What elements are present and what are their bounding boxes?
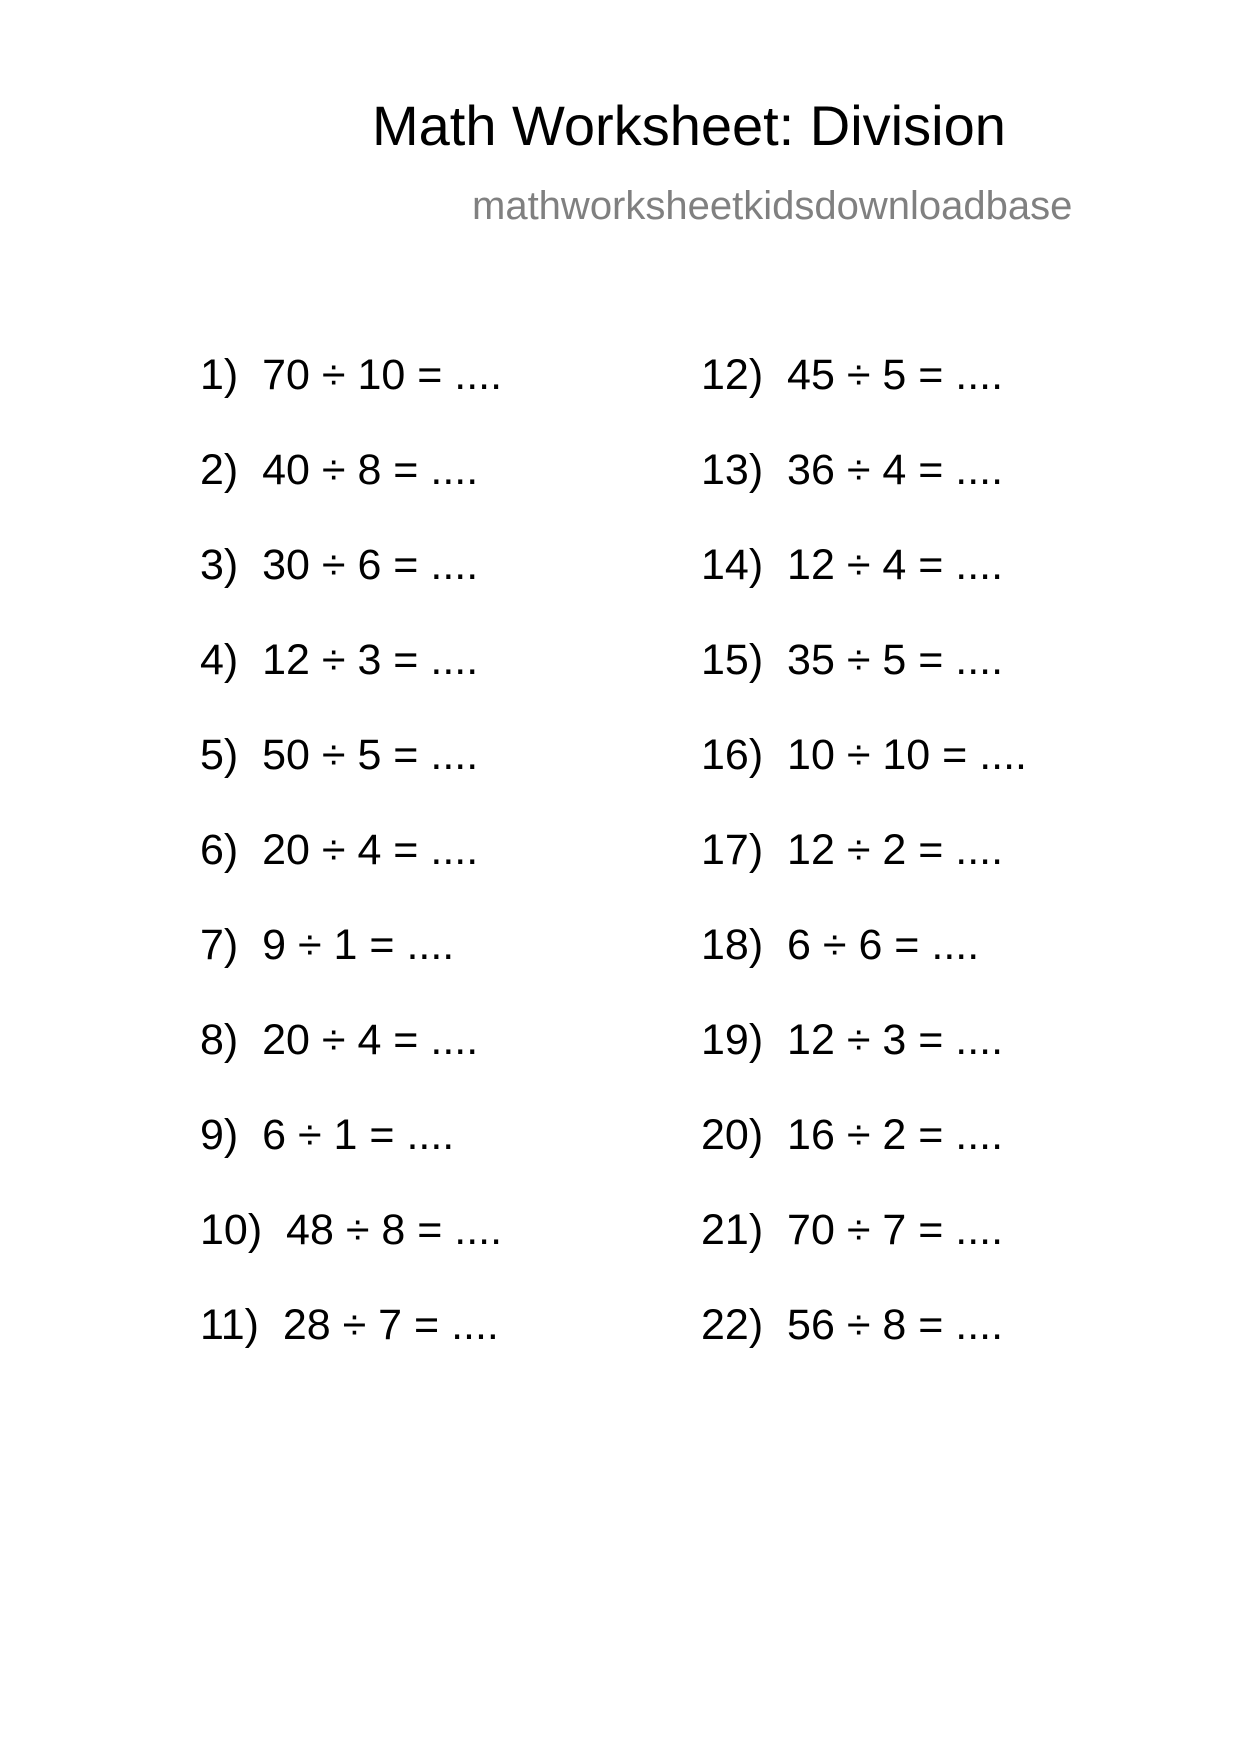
page-subtitle: mathworksheetkidsdownloadbase <box>472 184 1073 228</box>
problem-22: 22) 56 ÷ 8 = .... <box>701 1301 1004 1349</box>
problem-6: 6) 20 ÷ 4 = .... <box>200 826 479 874</box>
problem-2: 2) 40 ÷ 8 = .... <box>200 446 479 494</box>
problem-20: 20) 16 ÷ 2 = .... <box>701 1111 1004 1159</box>
problem-7: 7) 9 ÷ 1 = .... <box>200 921 455 969</box>
problem-13: 13) 36 ÷ 4 = .... <box>701 446 1004 494</box>
problem-12: 12) 45 ÷ 5 = .... <box>701 351 1004 399</box>
problem-15: 15) 35 ÷ 5 = .... <box>701 636 1004 684</box>
problem-4: 4) 12 ÷ 3 = .... <box>200 636 479 684</box>
problem-19: 19) 12 ÷ 3 = .... <box>701 1016 1004 1064</box>
problem-18: 18) 6 ÷ 6 = .... <box>701 921 980 969</box>
problem-16: 16) 10 ÷ 10 = .... <box>701 731 1027 779</box>
problem-11: 11) 28 ÷ 7 = .... <box>200 1301 499 1349</box>
problem-9: 9) 6 ÷ 1 = .... <box>200 1111 455 1159</box>
problem-column-right <box>701 351 1027 1399</box>
page-title: Math Worksheet: Division <box>372 94 1006 157</box>
problem-21: 21) 70 ÷ 7 = .... <box>701 1206 1004 1254</box>
problem-17: 17) 12 ÷ 2 = .... <box>701 826 1004 874</box>
problem-3: 3) 30 ÷ 6 = .... <box>200 541 479 589</box>
problem-8: 8) 20 ÷ 4 = .... <box>200 1016 479 1064</box>
problem-5: 5) 50 ÷ 5 = .... <box>200 731 479 779</box>
problem-column-left <box>200 351 503 1399</box>
problem-14: 14) 12 ÷ 4 = .... <box>701 541 1004 589</box>
problem-1: 1) 70 ÷ 10 = .... <box>200 351 503 399</box>
problem-10: 10) 48 ÷ 8 = .... <box>200 1206 503 1254</box>
